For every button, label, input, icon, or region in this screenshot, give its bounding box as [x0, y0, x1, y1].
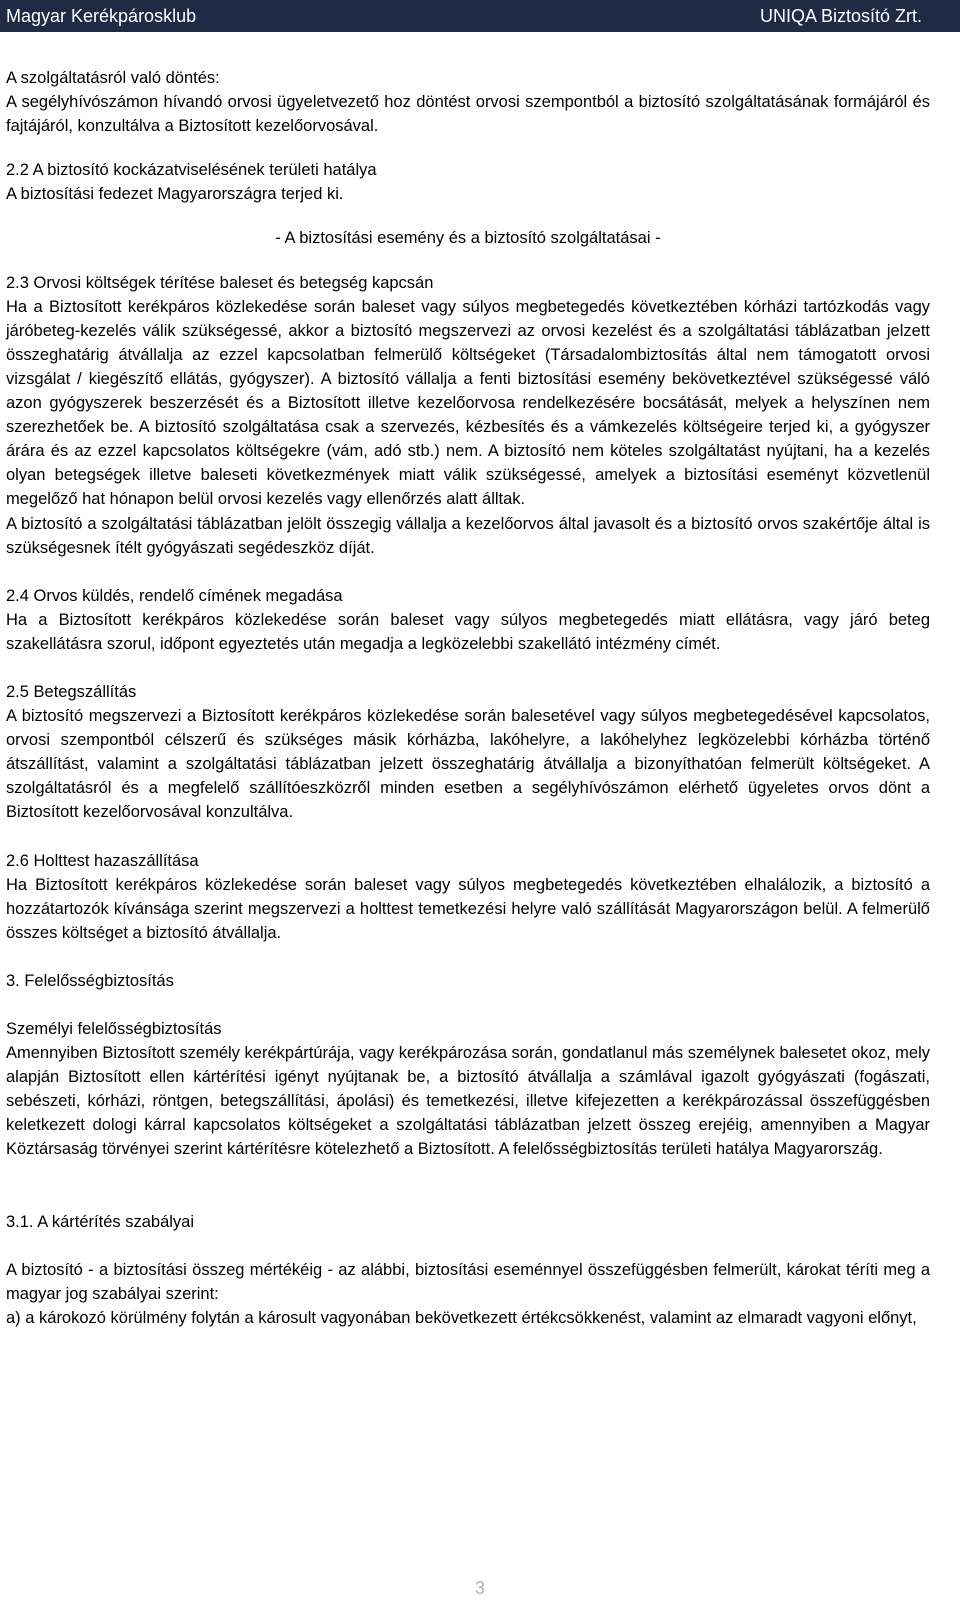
section-2-5-title: 2.5 Betegszállítás — [6, 682, 137, 701]
section-2-3-body: Ha a Biztosított kerékpáros közlekedése során baleset vagy súlyos megbetegedés következtében kórházi tartózkodás vagy járóbeteg-kezelés válik szükségessé, akkor a biztosító megszervezi az orvosi kezelést és a szolgáltatási táblázatban jelzett összeghatárig átvállalja az ezzel kapcsolatban felmerülő költségeket (Társadalombiztosítás által nem támogatott orvosi vizsgálat / kiegészítő ellátás, gyógyszer). A biztosító vállalja a fenti biztosítási esemény bekövetkeztével szükségessé váló azon gyógyszerek beszerzését és a Biztosított illetve kezelőorvosa rendelkezésére bocsátását, melyek a helyszínen nem szerezhetőek be. A biztosító szolgáltatása csak a szervezés, kézbesítés és a vámkezelés költségeire terjed ki, a gyógyszer árára és az ezzel kapcsolatos költségekre (vám, adó stb.) nem. A biztosító nem köteles szolgáltatást nyújtani, ha a kezelés olyan betegségek illetve baleseti következmények miatt válik szükségessé, amelyek a biztosítási eseményt közvetlenül megelőző hat hónapon belül orvosi kezelés vagy ellenőrzés alatt álltak. — [6, 297, 930, 509]
section-2-4-title: 2.4 Orvos küldés, rendelő címének megadása — [6, 586, 343, 605]
personal-liability-title: Személyi felelősségbiztosítás — [6, 1020, 222, 1038]
header-right-title: UNIQA Biztosító Zrt. — [759, 6, 922, 26]
section-2-3-body-2: A biztosító a szolgáltatási táblázatban jelölt összegig vállalja a kezelőorvos által javasolt és a biztosító orvos szakértője által is szükségesnek ítélt gyógyászati segédeszköz díját. — [6, 514, 930, 557]
page-header — [0, 0, 960, 32]
subtitle: - A biztosítási esemény és a biztosító szolgáltatásai - — [275, 229, 661, 248]
section-2-4-body: Ha a Biztosított kerékpáros közlekedése során baleset vagy súlyos megbetegedés miatt ellátásra, vagy járó beteg szakellátásra szorul, időpont egyeztetés után megadja a legközelebbi szakellátó intézmény címét. — [6, 610, 930, 653]
section-2-3-title: 2.3 Orvosi költségek térítése baleset és betegség kapcsán — [6, 273, 434, 292]
personal-liability-body: Amennyiben Biztosított személy kerékpártúrája, vagy kerékpározása során, gondatlanul más személynek balesetet okoz, mely alapján Biztosított ellen kártérítési igényt nyújtanak be, a biztosító átvállalja a számlával igazolt gyógyászati (fogászati, sebészeti, kórházi, röntgen, betegszállítási, ápolási) és temetkezési, illetve kifejezetten a kerékpározással összefüggésben keletkezett dologi kárral kapcsolatos költségeket a szolgáltatási táblázatban jelzett összeg erejéig, amennyiben a Magyar Köztársaság törvényei szerint kártérítésre kötelezhető a Biztosított. A felelősségbiztosítás területi hatálya Magyarország. — [6, 1044, 930, 1159]
section-3-title: 3. Felelősségbiztosítás — [6, 971, 174, 990]
document-body — [6, 66, 930, 1330]
page-number: 3 — [474, 1578, 485, 1598]
section-3-1-title: 3.1. A kártérítés szabályai — [6, 1212, 195, 1231]
section-3-1-item-a: a) a károkozó körülmény folytán a károsult vagyonában bekövetkezett értékcsökkenést, valamint az elmaradt vagyoni előnyt, — [6, 1308, 917, 1327]
decision-title: A szolgáltatásról való döntés: — [6, 69, 220, 87]
header-left-title: Magyar Kerékpárosklub — [6, 6, 197, 26]
section-2-6-title: 2.6 Holttest hazaszállítása — [6, 851, 199, 870]
section-2-2-title: 2.2 A biztosító kockázatviselésének területi hatálya — [6, 161, 377, 180]
decision-body: A segélyhívószámon hívandó orvosi ügyeletvezető hoz döntést orvosi szempontból a biztosító szolgáltatásának formájáról és fajtájáról, konzultálva a Biztosított kezelőorvosával. — [6, 93, 930, 136]
section-2-5-body: A biztosító megszervezi a Biztosított kerékpáros közlekedése során balesetével vagy súlyos megbetegedésével kapcsolatos, orvosi szempontból célszerű és szükséges másik kórházba, lakóhelyre, a lakóhelyhez legközelebbi kórházba történő átszállítást, valamint a szolgáltatási táblázatban jelzett összeghatárig átvállalja a bizonyíthatóan felmerült költségeket. A szolgáltatásról és a megfelelő szállítóeszközről minden esetben a segélyhívószámon elérhető ügyeletes orvos dönt a Biztosított kezelőorvosával konzultálva. — [6, 707, 930, 822]
section-2-6-body: Ha Biztosított kerékpáros közlekedése során baleset vagy súlyos megbetegedés következtében elhalálozik, a biztosító a hozzátartozók kívánsága szerint megszervezi a holttest temetkezési helyre való szállítását Magyarországon belül. A felmerülő összes költséget a biztosító átvállalja. — [6, 875, 930, 942]
section-2-2-body: A biztosítási fedezet Magyarországra terjed ki. — [6, 185, 344, 204]
section-3-1-body: A biztosító - a biztosítási összeg mértékéig - az alábbi, biztosítási eseménnyel összefüggésben felmerült, károkat téríti meg a magyar jog szabályai szerint: — [6, 1260, 930, 1303]
